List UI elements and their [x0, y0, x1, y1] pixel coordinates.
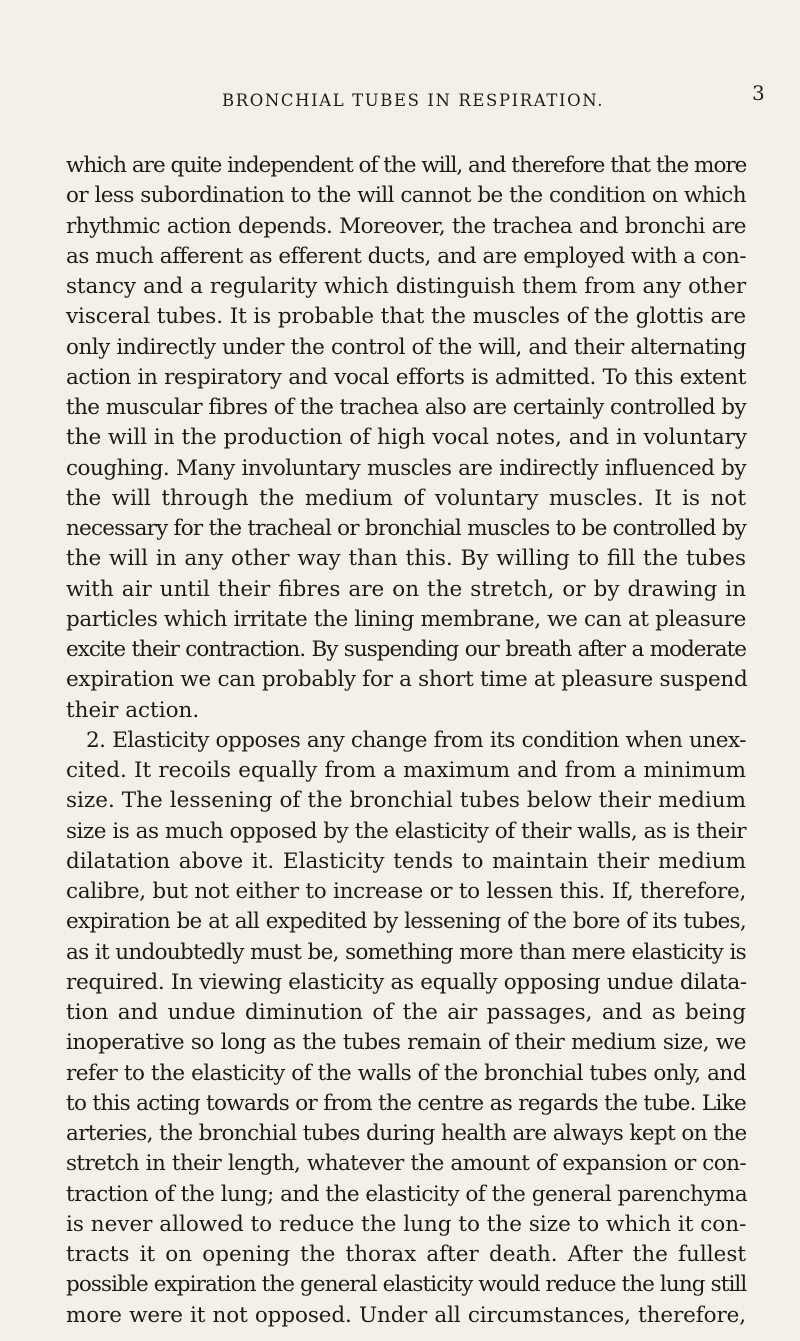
text-line: the will in any other way than this. By willing to fill the tubes [66, 546, 746, 572]
text-line: inoperative so long as the tubes remain of their medium size, we [66, 1030, 746, 1056]
running-title: BRONCHIAL TUBES IN RESPIRATION. [222, 91, 605, 110]
text-line: is never allowed to reduce the lung to the size to which it con- [66, 1211, 747, 1237]
text-line: arteries, the bronchial tubes during health are always kept on the [66, 1121, 747, 1146]
text-line: refer to the elasticity of the walls of the bronchial tubes only, and [66, 1060, 746, 1086]
text-line: required. In viewing elasticity as equally opposing undue dilata- [66, 969, 747, 995]
text-line: possible expiration the general elasticity would reduce the lung still [66, 1272, 747, 1298]
text-line: tion and undue diminution of the air passages, and as being [66, 1000, 746, 1025]
paragraph-start-line: 2. Elasticity opposes any change from its condition when unex- [86, 727, 746, 753]
text-line: size is as much opposed by the elasticity of their walls, as is their [66, 818, 746, 844]
running-header [0, 81, 800, 116]
text-line: the muscular fibres of the trachea also are certainly controlled by [66, 395, 746, 420]
text-line: or less subordination to the will cannot be the condition on which [66, 183, 746, 209]
text-line: rhythmic action depends. Moreover, the trachea and bronchi are [66, 213, 746, 239]
text-line: stretch in their length, whatever the amount of expansion or con- [66, 1151, 746, 1177]
text-line: as it undoubtedly must be, something more than mere elasticity is [66, 939, 746, 965]
text-line: expiration we can probably for a short time at pleasure suspend [66, 667, 748, 693]
text-line: the will through the medium of voluntary muscles. It is not [66, 485, 746, 511]
text-line: excite their contraction. By suspending our breath after a moderate [66, 637, 746, 662]
page-number: 3 [752, 81, 765, 105]
text-line: only indirectly under the control of the will, and their alternating [66, 334, 746, 360]
text-line: more were it not opposed. Under all circumstances, therefore, [66, 1302, 746, 1328]
paragraph-end-line: their action. [66, 697, 200, 723]
text-line: expiration be at all expedited by lessening of the bore of its tubes, [66, 909, 746, 935]
text-line: necessary for the tracheal or bronchial muscles to be controlled by [66, 516, 746, 541]
text-line: stancy and a regularity which distinguish them from any other [66, 274, 746, 299]
text-line: traction of the lung; and the elasticity of the general parenchyma [66, 1181, 748, 1207]
text-line: visceral tubes. It is probable that the muscles of the glottis are [66, 304, 746, 330]
text-line: calibre, but not either to increase or to lessen this. If, therefore, [66, 879, 746, 904]
text-line: to this acting towards or from the centre as regards the tube. Like [66, 1090, 746, 1116]
text-line: the will in the production of high vocal notes, and in voluntary [66, 425, 748, 451]
text-line: which are quite independent of the will, and therefore that the more [66, 153, 747, 178]
text-line: cited. It recoils equally from a maximum and from a minimum [66, 758, 746, 783]
text-line: tracts it on opening the thorax after death. After the fullest [66, 1242, 746, 1267]
text-line: as much afferent as efferent ducts, and are employed with a con- [66, 243, 746, 269]
text-line: size. The lessening of the bronchial tubes below their medium [66, 788, 746, 814]
text-line: action in respiratory and vocal efforts is admitted. To this extent [66, 364, 746, 390]
text-line: coughing. Many involuntary muscles are indirectly influenced by [66, 455, 746, 481]
text-line: particles which irritate the lining membrane, we can at pleasure [66, 606, 746, 632]
body-text [66, 151, 746, 1331]
text-line: dilatation above it. Elasticity tends to maintain their medium [66, 848, 746, 874]
text-line: with air until their fibres are on the stretch, or by drawing in [66, 576, 746, 602]
